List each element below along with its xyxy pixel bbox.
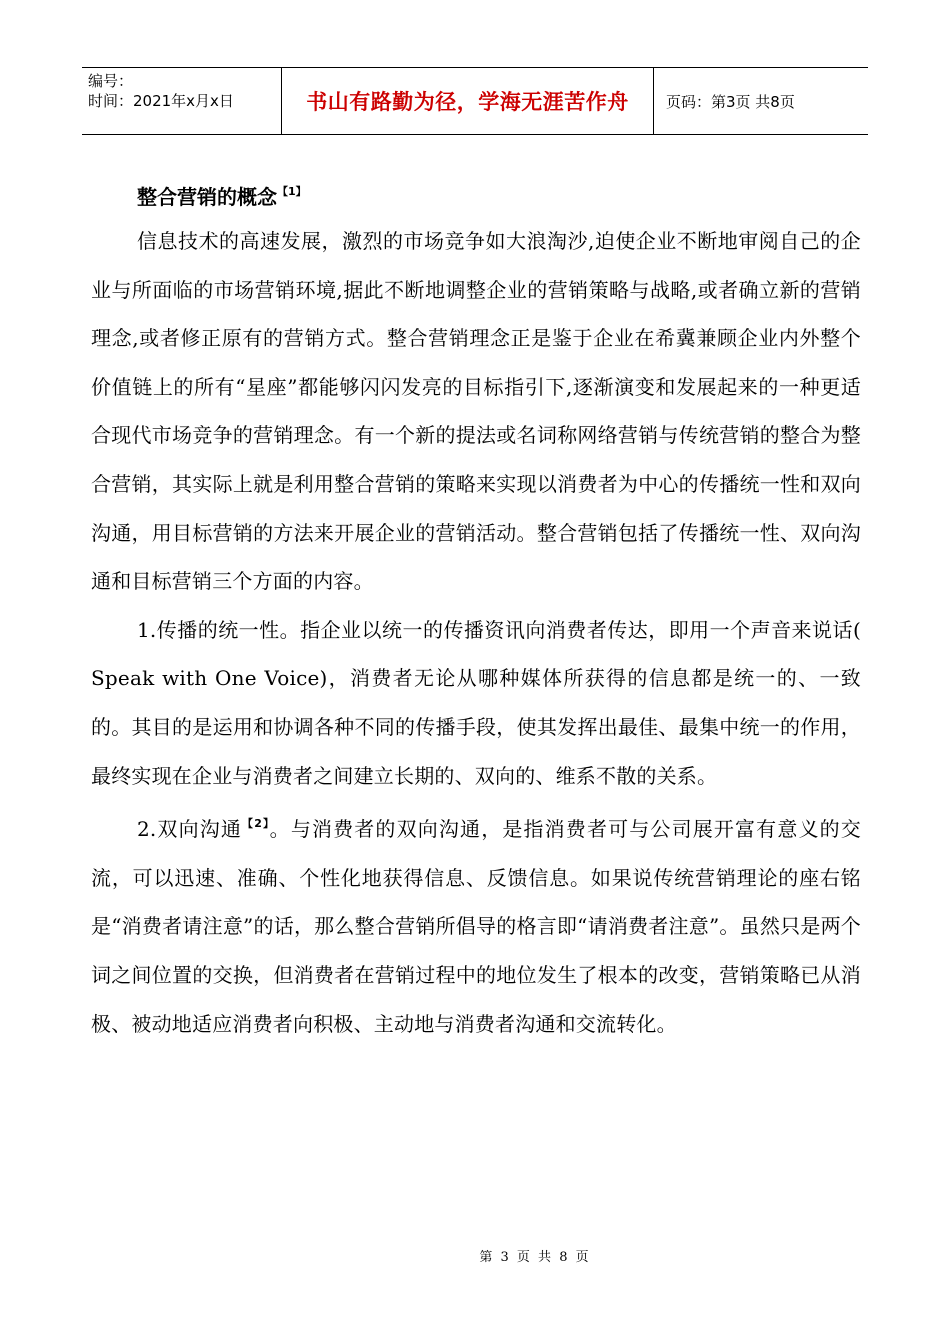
paragraph-reference: 【2】 [242,817,270,831]
header-motto: 书山有路勤为径，学海无涯苦作舟 [282,68,654,134]
paragraph-text: 。与消费者的双向沟通，是指消费者可与公司展开富有意义的交流，可以迅速、准确、个性化地获得信息、反馈信息。如果说传统营销理论的座右铭是“消费者请注意”的话，那么整合营销所倡导的格言即“请消费者注意”。虽然只是两个词之间位置的交换，但消费者在营销过程中的地位发生了根本的改变，营销策略已从消极、被动地适应消费者向积极、主动地与消费者沟通和交流转化。 [91,817,861,1036]
header-page-info: 页码：第3页 共8页 [666,92,795,111]
document-number-label: 编号： [88,72,134,90]
paragraph-two-way-communication [91,800,861,1048]
paragraph-unified-communication: 1.传播的统一性。指企业以统一的传播资讯向消费者传达，即用一个声音来说话( Speak with One Voice)，消费者无论从哪种媒体所获得的信息都是统一的、一致的。其目的是运用和协调各种不同的传播手段，使其发挥出最佳、最集中统一的作用，最终实现在企业与消费者之间建立长期的、双向的、维系不散的关系。 [91,617,861,788]
header-meta-cell [82,68,282,134]
paragraph-heading: 2.双向沟通 [137,817,243,842]
page-footer: 第 3 页 共 8 页 [479,1250,591,1265]
section-title-text: 整合营销的概念 [137,185,277,209]
article-body [91,167,861,1048]
section-title-reference: 【1】 [277,185,307,198]
page-header [82,67,868,135]
document-time-label: 时间：2021年x月x日 [88,92,234,110]
paragraph-intro: 信息技术的高速发展，激烈的市场竞争如大浪淘沙,迫使企业不断地审阅自己的企业与所面临的市场营销环境,据此不断地调整企业的营销策略与战略,或者确立新的营销理念,或者修正原有的营销方式。整合营销理念正是鉴于企业在希冀兼顾企业内外整个价值链上的所有“星座”都能够闪闪发亮的目标指引下,逐渐演变和发展起来的一种更适合现代市场竞争的营销理念。有一个新的提法或名词称网络营销与传统营销的整合为整合营销，其实际上就是利用整合营销的策略来实现以消费者为中心的传播统一性和双向沟通，用目标营销的方法来开展企业的营销活动。整合营销包括了传播统一性、双向沟通和目标营销三个方面的内容。 [91,229,861,594]
section-title [137,167,861,217]
